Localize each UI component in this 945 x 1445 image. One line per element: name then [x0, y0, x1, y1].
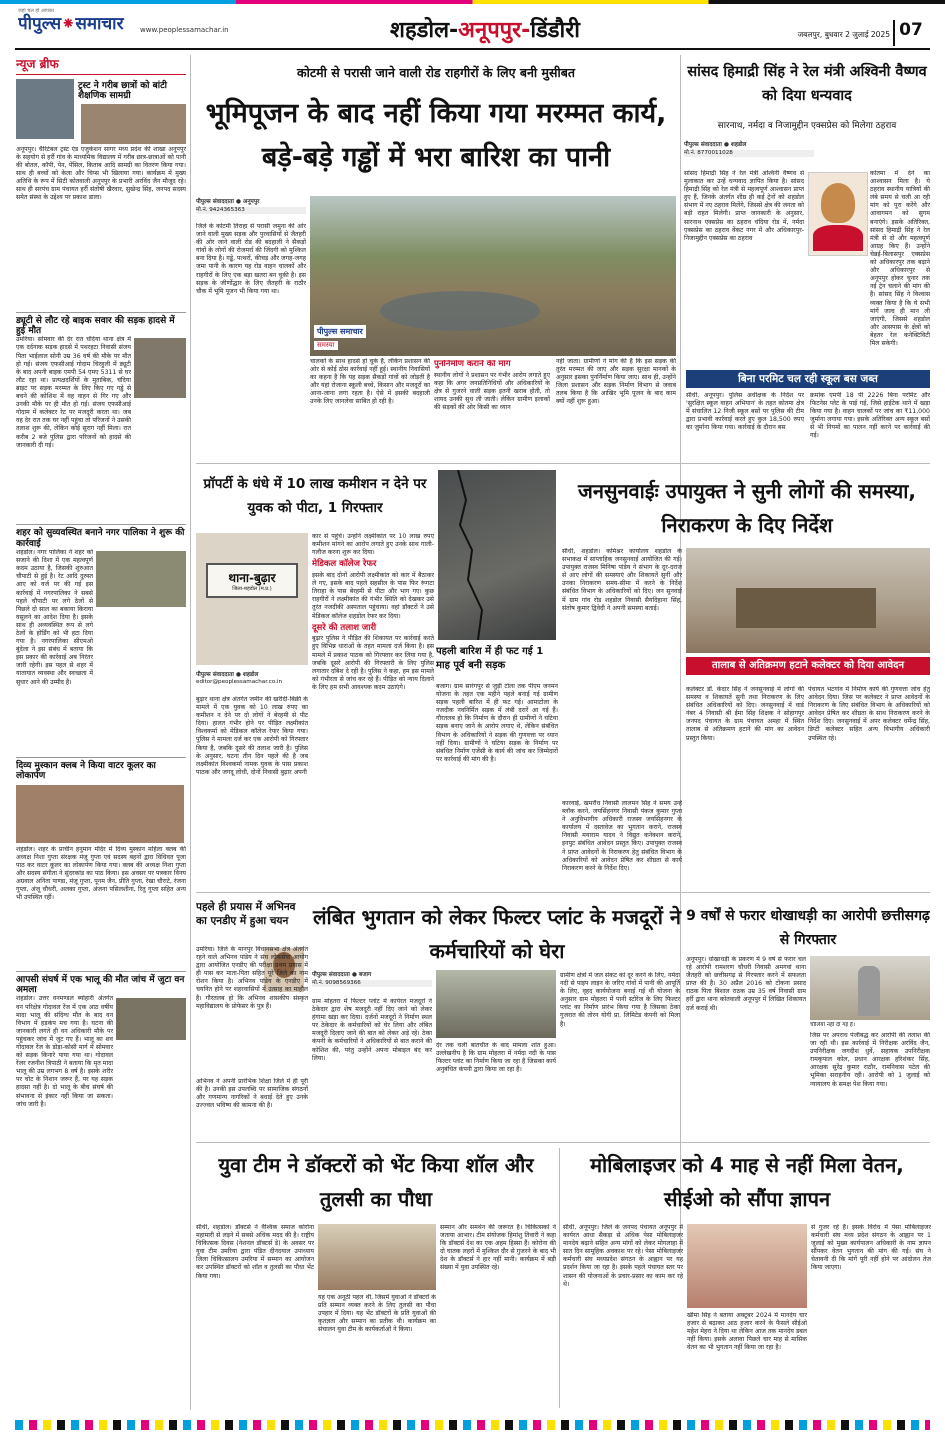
brief-5-body: शहडोल। उत्तर वनमण्डल ब्योहारी अंतर्गत वन परिक्षेत्र गोदावल रेंज में एक आठ वर्षीय मादा भालू की संदिग्ध मौत के बाद वन विभाग में हड़कंप मच गया है। घटना की जानकारी लगते ही वन अधिकारी मौके पर पहुंचकर जांच में जुट गए हैं। भालू का शव गोदावल रेंज के डोड़ा-कोसी मार्ग में सोमवार को सड़क किनारे पाया गया था। गोदावल रेंजर रजनीश त्रिपाठी ने बताया कि मृत मादा भालू की उम्र लगभग 8 वर्ष है। इसके शरीर पर चोट के निशान जरूर हैं, पर यह सड़क हादसा नहीं है। दो भालू के बीच संघर्ष की संभावना से इंकार नहीं किया जा सकता। जांच जारी है।: [16, 995, 113, 1108]
filter-headline: लंबित भुगतान को लेकर फिल्टर प्लांट के मजदूरों ने कर्मचारियों को घेरा: [312, 905, 682, 963]
youth-body-3: सम्मान और समर्थन की जरूरत है। चिकित्सकों ने जताया आभार। टीम संयोजक हिमांशु तिवारी ने कहा कि डॉक्टर्स देश का एक अहम हिस्सा हैं। कोरोना की दो घातक लहरों में मुश्किल दौर से गुजरने के बाद भी देश के डॉक्टर्स ने हार नहीं मानी। कार्यक्रम में बड़ी संख्या में युवा उपस्थित रहे।: [440, 1224, 556, 1272]
brief-1-body: अनूपपुर। चैरिटेबल ट्रस्ट एंड एजुकेशन सागर मध्य प्रदेश की शाखा अनूपपुर के सहयोग से हर्री गांव के माध्यमिक विद्यालय में गरीब छात्र-छात्राओं को पानी की बोतल, कॉपी, पेन, पेंसिल, किताब आदि सामग्री का वितरण किया गया। साथ ही बच्चों को केला और चिप्स भी खिलाया गया। कार्यक्रम में मुख्य अतिथि के रूप में सिटी कोतवाली अनूपपुर के प्रभारी अरविंद जैन मौजूद रहे। साथ ही सरपंच ग्राम पंचायत हर्री संतोषी खैरवार, सुखेन्द्र सिंह, जनपद सदस्य समेत संस्था के उद्देश्य पर प्रकाश डाला।: [16, 145, 186, 202]
dateline: जबलपुर, बुधवार 2 जुलाई 2025: [797, 30, 890, 39]
col-divider-bottom: [559, 1148, 560, 1408]
mobilizer-body-1: सीधी, अनूपपुर। जिले के जनपद पंचायत अनूपपुर में कार्यरत आधा सैकड़ा से अधिक पेसा मोबिलाइजर मानदेय बढ़ाने सहित अन्य मांगों को लेकर मोगलाहा में सात दिन सामूहिक अवकाश पर रहे। पेसा मोबिलाइजर कर्मचारी संघ मध्यप्रदेश संगठन के आह्वान पर यह प्रदर्शन किया जा रहा है। इसके पहले पंचायत स्तर पर शासन की योजनाओं के प्रचार-प्रसार का काम कर रहे थे।: [563, 1224, 683, 1288]
edition-title-3: डिंडौरी: [530, 18, 580, 43]
crack-road-photo: [438, 470, 556, 640]
lead-headline: भूमिपूजन के बाद नहीं किया गया मरम्मत कार्य, बड़े-बड़े गड्ढों में भरा बारिश का पानी: [205, 98, 667, 173]
filter-body-3: ग्रामीण क्षेत्रों में जल संकट को दूर करने के लिए, नर्मदा नदी से पाइप लाइन के जरिए गांवों में पानी की आपूर्ति के लिए, वृहद कार्ययोजना बनाई गई थी योजना के अनुसार ग्राम मोहतरा में पानी स्टोरेज के लिए फिल्टर प्लांट का निर्माण प्रारंभ किया गया है जिसका ठेका गुजरात की तोरन योगी प्रा. लिमिटेड कंपनी को मिला है।: [560, 972, 680, 1028]
registration-strip-top: [0, 0, 945, 4]
fraud-photo-caption: चौलियों नहीं दी गई है।: [810, 1022, 855, 1028]
mobilizer-photo: [687, 1224, 807, 1308]
property-photo-police-station: [196, 533, 308, 665]
lead-mobile: मो.नं. 9424365363: [196, 207, 306, 214]
bus-body-2: क्रमांक एमपी 18 पी 2226 बिना परमिट और फिटनेस प्लेट के पाई गई, जिसे हाईटेक थाने में खड़ा किया गया है। वाहन चालकों पर जांच का ₹11,000 जुर्माना लगाया गया। इसके अतिरिक्त अन्य स्कूल बसों से भी नियमों का पालन नहीं करने पर कार्रवाई की गई।: [810, 392, 930, 440]
filter-mobile: मो.नं. 9098569366: [312, 980, 432, 987]
lead-byline: पीपुल्स संवाददाता ● अनूपपुर: [196, 199, 260, 205]
brief-3-title: शहर को सुव्यवस्थित बनाने नगर पालिका ने शुरू की कार्रवाई: [16, 524, 186, 549]
lead-body-2: चालकों के साथ हादसे हो चुके हैं, लेकिन प्रशासन की ओर से कोई ठोस कार्रवाई नहीं हुई। स्थानीय निवासियों का कहना है कि यह सड़क सैकड़ों गांवों को जोड़ती है और यहां रोजाना स्कूली बच्चे, किसान और मजदूरों का आना-जाना लगा रहता है। ऐसे में इसकी बदहाली उनके लिए जानलेवा साबित हो रही है।: [310, 358, 430, 406]
crack-body: बजाग। ग्राम सारंगपुर से जुड़ी टोला तक पीएम जनमन योजना के तहत एक महीने पहले बनाई गई ग्रामीण सड़क पहली बारिश में ही फट गई। आमाटोला के नजदीक नवनिर्मित सड़क में लंबी दरारें आ गई हैं। गौरतलब हो कि निर्माण के दौरान ही ग्रामीणों ने घटिया सड़क बनाए जाने के आरोप लगाए थे, लेकिन संबंधित विभाग के अधिकारियों ने सड़क की गुणवत्ता पर ध्यान नहीं दिया। ग्रामीणों ने घटिया सड़क के निर्माण पर संबंधित निर्माण एजेंसी के कार्य की जांच कर जिम्मेदारों पर कार्रवाई की मांग की है।: [436, 683, 558, 763]
bus-body-1: सीधी, अनूपपुर। पुलिस अधीक्षक के निर्देश पर 'सुरक्षित स्कूल वाहन अभियान' के तहत कोतमा क्षेत्र में संचालित 12 निजी स्कूल बसों पर पुलिस की टीम द्वारा प्रभावी कार्रवाई करते हुए कुल 18,500 रुपए का जुर्माना किया गया। कार्रवाई के दौरान बस: [686, 392, 804, 432]
nda-headline: पहले ही प्रयास में अभिनव का एनडीए में हुआ चयन: [196, 901, 296, 927]
encroachment-tag: तालाब से अतिक्रमण हटाने कलेक्टर को दिया आवेदन: [686, 657, 930, 675]
fraud-photo-police: [810, 956, 930, 1020]
photo-watermark: पीपुल्स समाचार: [314, 325, 366, 338]
lead-body-3: स्थानीय लोगों ने प्रशासन पर गंभीर आरोप लगाते हुए कहा कि अगर जनप्रतिनिधियों और अधिकारियों के क्षेत्र से गुजरने वाली सड़क इतनी खराब होती, तो शायद उनकी सुध ली जाती। लेकिन ग्रामीण इलाकों की सड़कों की ओर किसी का ध्यान: [434, 371, 550, 412]
property-headline: प्रॉपर्टी के धंधे में 10 लाख कमीशन न देने पर युवक को पीटा, 1 गिरफ्तार: [203, 476, 427, 516]
mp-deck: सारनाथ, नर्मदा व निजामुद्दीन एक्सप्रेस को मिलेगा ठहराव: [717, 121, 897, 131]
brief-4-body: शहडोल। शहर के प्राचीन हनुमान मंदिर में दिव्य मुस्कान महिला क्लब की अध्यक्ष निशा गुप्ता संरक्षक मंजू गुप्ता एवं सदस्य बहनों द्वारा विधिवत पूजा पाठ कर वाटर कूलर का लोकार्पण किया गया। क्लब की अध्यक्ष निशा गुप्ता और सदस्य संगीता ने सुंदरकांड का पाठ किया। इस अवसर पर पत्रकार विनय अग्रवाल अनिता पाण्डा, मंजू गुप्ता, पूनम जैन, प्रीति गुप्ता, रेखा चौराटे, रंजना गुप्ता, अंजू चौधरी, अलका गुप्ता, अंजना पसिलशीना, रितु गुप्ता सहित अन्य भी उपस्थित रहीं।: [16, 845, 186, 902]
youth-photo: [318, 1224, 436, 1290]
mobilizer-body-3: से गुजर रहे हैं। इसके विरोध में पेसा मोबिलाइजर कर्मचारी संघ मध्य प्रदेश संगठन के आह्वान पर 1 जुलाई को मुख्य कार्यपालन अधिकारी के नाम ज्ञापन सौंपकर वेतन भुगतान की मांग की गई। संघ ने चेतावनी दी कि मांगें पूरी नहीं होने पर आंदोलन तेज किया जाएगा।: [811, 1224, 931, 1272]
mp-mobile: मो.नं. 8770011028: [684, 150, 814, 157]
mp-byline: पीपुल्स संवाददाता ● शहडोल: [684, 142, 747, 148]
edition-title-2: अनूपपुर-: [458, 18, 531, 43]
edition-title-1: शहडोल-: [390, 18, 459, 43]
mobilizer-headline: मोबिलाइजर को 4 माह से नहीं मिला वेतन, सीईओ को सौंपा ज्ञापन: [590, 1153, 904, 1211]
encroachment-body-2: पंचायत भटगांव में निर्माण कार्य की गुणवत्ता जांच हेतु आवेदन दिया। जिस पर कलेक्टर ने प्राप्त आवेदनों के निराकरण के लिए संबंधित विभाग के अधिकारियों को आवेदन प्रेषित कर शीघ्रता के साथ निराकरण करने के निर्देश दिए। जनसुनवाई में अपर कलेक्टर धर्मेन्द्र सिंह, डिप्टी कलेक्टर सहित अन्य विभागीय अधिकारी उपस्थित रहे।: [808, 686, 930, 742]
edition-title: [390, 14, 720, 46]
encroachment-body-1: कलेक्टर डॉ. केदार सिंह ने जनसुनवाई में लोगों की समस्या व शिकायतें सुनी तथा निराकरण के लिए संबंधित अधिकारियों को दिए। जनसुनवाई में वार्ड नंबर 4 निवासी श्री ईमा सिंह शिक्षक ने सोहागपुर जनपद पंचायत के ग्राम पंचायत अमहा में स्थित तालाब से अतिक्रमण हटाने की मांग का आवेदन प्रस्तुत किया।: [686, 686, 804, 742]
filter-byline: पीपुल्स संवाददाता ● बजाग: [312, 972, 372, 978]
jansunwai-photo: [686, 548, 930, 653]
property-body-left: बुढ़ार थाना क्षेत्र अंतर्गत जमीन की खरीदी-बिक्री के मामले में एक युवक को 10 लाख रुपए का कमीशन न देने पर दो लोगों ने बेरहमी से पीट दिया। हालत गंभीर होने पर पीड़ित लक्ष्मीकांत विश्वकर्मा को मेडिकल कॉलेज रेफर किया गया। पुलिस ने मामला दर्ज कर एक आरोपी को गिरफ्तार किया है, जबकि दूसरे की तलाश जारी है। पुलिस के अनुसार, घटना तीन दिन पहले की है जब लक्ष्मीकांत विश्वकर्मा नामक युवक के पास प्रकाश पाठक और जगदू लोधी, दोनों निवासी बुढ़ार अपनी: [196, 696, 308, 776]
property-body-right: कार से पहुंचे। उन्होंने लक्ष्मीकांत पर 10 लाख रुपए कमीशन मांगने का आरोप लगाते हुए उनके साथ गाली-गलौज करना शुरू कर दिया।: [312, 533, 434, 557]
brief-photo-deceased: [134, 338, 186, 398]
section-rule-1: [196, 463, 930, 464]
registration-strip-bottom: [15, 1420, 930, 1430]
station-board-text: थाना-बुढ़ार: [228, 571, 276, 585]
logo-text: पीपुल्स: [18, 14, 62, 34]
header-rule: [15, 48, 930, 50]
brief-1-title: ट्रस्ट ने गरीब छात्रों को बांटी शैक्षणिक सामग्री: [78, 81, 167, 102]
property-subhead-1: मेडिकल कॉलेज रेफर: [312, 559, 377, 570]
youth-body-1: सीधी, शहडोल। डॉक्टर्स ने वैश्विक समाज कोरोना महामारी से लड़ने में सबसे अधिक मदद की है। राष्ट्रीय चिकित्सक दिवस (नेशनल डॉक्टर्स डे) के अवसर पर युवा टीम उमरिया द्वारा पंडित दीनदयाल उपाध्याय जिला चिकित्सालय उमरिया में सम्मान का आयोजन कर उपस्थित डॉक्टरों को शॉल व तुलसी का पौधा भेंट किया गया।: [196, 1224, 314, 1280]
property-body-right-3: बुढ़ार पुलिस ने पीड़ित की शिकायत पर कार्रवाई करते हुए विभिन्न धाराओं के तहत मामला दर्ज किया है। इस मामले में प्रकाश पाठक को गिरफ्तार कर लिया गया है, जबकि दूसरे आरोपी की गिरफ्तारी के लिए पुलिस लगातार दबिश दे रही है। पुलिस ने कहा, हम इस मामले को गंभीरता से जांच कर रहे हैं। पीड़ित को न्याय दिलाने के लिए हम सभी आवश्यक कदम उठाएंगे।: [312, 635, 434, 691]
brief-photo-officer: [16, 79, 74, 139]
property-body-right-2: इसके बाद दोनों आरोपी लक्ष्मीकांत को कार में बैठाकर ले गए, इसके बाद पहले सहसील के पास फिर रूंगटा तिराहा के पास बेरहमी से पीटा और भाग गए। कुछ राहगीरों ने लक्ष्मीकांत की गंभीर स्थिति को देखकर उसे तुरंत नजदीकी अस्पताल पहुंचाया। वहां डॉक्टरों ने उसे मेडिकल कॉलेज शहडोल रेफर कर दिया।: [312, 572, 434, 620]
website-url: www.peoplessamachar.in: [140, 26, 229, 34]
youth-body-2: यह एक अनूठी पहल थी, जिसमें युवाओं ने डॉक्टरों के प्रति सम्मान व्यक्त करने के लिए तुलसी का पौधा उपहार में दिया। यह भेंट डॉक्टरों के प्रति युवाओं की कृतज्ञता और सम्मान का प्रतीक थी। कार्यक्रम का संचालन युवा टीम के कार्यकर्ताओं ने किया।: [318, 1294, 436, 1334]
brief-3-body: शहडोल। नगर पालिका ने शहर को सजाने की दिशा में एक महत्वपूर्ण कदम उठाया है, जिसकी शुरुआत चौपाटी से हुई है। रेट आदि दुरुस्त आए को वर्ज पर की गई इस कार्रवाई में नगरपालिका ने सबसे पहले चौपाटी पर लगे ठेलों से पिछले दो साल का बकाया किराया वसूलने का आदेश दिया है। इसके साथ ही अव्यवस्थित रूप से लगे ठेलों के होर्डिंग को भी हटा दिया गया है। नगरपालिका सीएमओ बुंदेला ने इस संबंध में बताया कि इस प्रकार की कार्रवाई अब निरंतर जारी रहेगी। इस पहल से शहर में यातायात व्यवस्था और स्वच्छता में सुधार आने की उम्मीद है।: [16, 549, 93, 686]
property-col-right: [312, 533, 434, 883]
lead-byline-block: [196, 197, 306, 221]
property-subhead-2: दूसरे की तलाश जारी: [312, 622, 377, 633]
crack-headline: पहली बारिश में ही फट गई 1 माह पूर्व बनी सड़क: [436, 646, 544, 671]
lead-body-4: नहीं जाता। ग्रामीणों ने मांग की है कि इस सड़क की तुरंत मरम्मत की जाए और सड़क सुरक्षा मानकों के अनुसार इसका पुनर्निर्माण किया जाए। साथ ही, उन्होंने जिला प्रशासन और सड़क निर्माण विभाग से जवाब तलब किया है कि आखिर भूमि पूजन के बाद काम क्यों नहीं शुरू हुआ।: [556, 358, 676, 406]
nda-body-1: उमरिया। जिले के मानपुर विधानसभा क्षेत्र अंतर्गत रहने वाले अभिनव पांडेय ने संघ लोकसेवा आयोग द्वारा आयोजित एनडीए की परीक्षा प्रथम प्रयास में ही पास कर माता-पिता सहित पूरे जिले का नाम रोशन किया है। अभिनव पांडेय के एनडीए में चयनित होने पर शहरवासियों में उत्साह का माहौल है। गौरतलब हो कि अभिनव शासकीय संस्कृत महाविद्यालय के प्रोफेसर के पुत्र हैं।: [196, 946, 308, 1010]
brief-5-title: आपसी संघर्ष में एक भालू की मौत जांच में जुटा वन अमला: [16, 971, 186, 996]
fraud-headline: 9 वर्षों से फरार धोखाधड़ी का आरोपी छत्तीसगढ़ से गिरफ्तार: [686, 908, 930, 948]
crack-line-svg: [438, 470, 556, 640]
brief-photo-water-cooler: [16, 785, 184, 843]
lead-body-1: जिले के कोटमी तिराहा से परासी जमुना की ओर जाने वाली मुख्य सड़क और पुरवासियों से जैतहरी की ओर जाने वाली रोड की बदहाली ने सैकड़ों गांवों के लोगों की रोजमर्रा की जिंदगी को मुश्किल बना दिया है। गड्ढे, पत्थरों, कीचड़ और जगह-जगह जमा पानी के कारण यह रोड वाहन चालकों और राहगीरों के लिए एक बड़ा खतरा बन चुकी है। इस सड़क के जीर्णोद्धार के लिए जैतहरी के राठौर चौक में भूमि पूजन भी किया गया था।: [196, 223, 306, 295]
brief-photo-students: [81, 104, 186, 144]
jansunwai-body-1: सीधी, शहडोल। कमिश्नर कार्यालय शहडोल के सभाकक्ष में साप्ताहिक जनसुनवाई आयोजित की गई। उपायुक्त राजस्व मिनिषा पांडेय ने संभाग के दूर-दराज से आए लोगों की समस्याएं और शिकायतें सुनीं और उनका निराकरण समय-सीमा में करने के निर्देश संबंधित विभाग के अधिकारियों को दिए। जन सुनवाई में ग्राम गांव रोड शहडोल निवासी सैयदिहाना सिंह, संतोष कुमार द्विवेदी ने अपनी समस्या बताई।: [562, 548, 682, 612]
lead-photo-damaged-road: [310, 196, 676, 356]
logo-tagline: जहां चल हो आपका: [18, 8, 55, 14]
station-board: [206, 563, 298, 598]
property-byline: पीपुल्स संवाददाता ● शहडोल: [196, 672, 259, 678]
news-brief-label: न्यूज ब्रीफ: [16, 55, 186, 75]
brief-2-body: उमरिया। सोमवार की देर रात चंदिया थाना क्षेत्र में एक दर्दनाक सड़क हादसे में पथरहटा निवासी संजय पिता भाईलाल सोनी उम्र 36 वर्ष की मौके पर मौत हो गई। संजय एफसीआई गोदाम चिरहुली में ड्यूटी के बाद अपनी बाइक एमपी 54 एमए 5311 से घर लौट रहा था। प्रत्यक्षदर्शियों के मुताबिक, चंदिया ब्राइट पर सड़क मरम्मत के लिए किए गए गड्ढे से बचने की कोशिश में वह वाहन से गिर गए और उनकी मौके पर ही मौत हो गई। संजय एफसीआई गोदाम में कलेक्टर रेट पर मजदूरी करता था। जब वह देर रात तक घर नहीं पहुंचा तो परिजनों ने उसकी तलाश शुरू की, लेकिन कोई सुराग नहीं मिला। रात करीब 2 बजे पुलिस द्वारा परिजनों को हादसे की जानकारी दी गई।: [16, 336, 131, 449]
youth-headline: युवा टीम ने डॉक्टरों को भेंट किया शॉल और तुलसी का पौधा: [218, 1153, 534, 1211]
accused-figure-shape: [858, 966, 880, 1016]
page-number: 07: [893, 20, 927, 46]
section-rule-2: [196, 892, 930, 893]
masthead-logo: जहां चल हो आपका पीपुल्स⁕समाचार: [18, 8, 218, 44]
filter-body-2: देर तक चली बातचीत के बाद मामला शांत हुआ। उल्लेखनीय है कि ग्राम मोहतरा में नर्मदा नदी के पास फिल्टर प्लांट का निर्माण किया जा रहा है जिसका कार्य अनुबंधित कंपनी द्वारा किया जा रहा है।: [436, 1042, 556, 1074]
jansunwai-headline: जनसुनवाईः उपायुक्त ने सुनी लोगों की समस्या, निराकरण के दिए निर्देश: [578, 479, 916, 537]
filter-body-1: ग्राम मोहतरा में फिल्टर प्लांट में कार्यरत मजदूरों ने ठेकेदार द्वारा शेष मजदूरी नहीं दिए जाने को लेकर हंगामा खड़ा कर दिया। दर्जनों मजदूरों ने निर्माण स्थल पर ठेकेदार के कर्मचारियों को घेर लिया और लंबित मजदूरी दिलाए जाने की बात को लेकर अड़े रहे। ठेका कंपनी के कर्मचारियों ने अधिकारियों से बात कराने की कोशिश की, परंतु उन्होंने अपना मोबाइल बंद कर लिया।: [312, 998, 432, 1062]
filter-photo: [436, 970, 556, 1038]
filter-byline-block: [312, 970, 432, 996]
nda-body-2: अभिनव ने अपनी प्रारंभिक शिक्षा जिले में ही पूरी की है। उनकी इस उपलब्धि पर सामाजिक संगठनों और गणमान्य नागरिकों ने बधाई देते हुए उनके उज्ज्वल भविष्य की कामना की है।: [196, 1078, 308, 1110]
lead-subhead-1: पुनर्निर्माण कराने की मांग: [434, 360, 511, 369]
lead-kicker: कोटमी से परासी जाने वाली रोड राहगीरों के लिए बनी मुसीबत: [297, 65, 575, 80]
section-rule-3: [196, 1142, 930, 1143]
left-column: [16, 55, 186, 1410]
bus-seized-title: बिना परमिट चल रही स्कूल बस जब्त: [686, 370, 930, 388]
station-board-sub: जिला-शहडोल (म.प्र.): [232, 586, 272, 592]
fraud-body-1: अनूपपुर। धोखाधड़ी के प्रकरण में 9 वर्ष से फरार चल रहे आरोपी रामशरण चौधरी निवासी अमगवां थाना जैतहरी को छत्तीसगढ़ से गिरफ्तार करने में सफलता प्राप्त की है। 30 अप्रैल 2016 को टोंकना प्रसाद राठक पिता बिशाल राठक उम्र 35 वर्ष निवासी ग्राम हर्री द्वारा थाना कोतवाली अनूपपुर में लिखित शिकायत दर्ज कराई थी।: [686, 956, 806, 1012]
brief-photo-municipal: [96, 551, 186, 607]
col-divider-left: [190, 55, 191, 1410]
mp-headline: सांसद हिमाद्री सिंह ने रेल मंत्री अश्विनी वैष्णव को दिया धन्यवाद: [687, 64, 927, 104]
fraud-body-2: जिस पर अपराध पंजीबद्ध कर आरोपी की तलाश की जा रही थी। इस कार्रवाई में निरीक्षक अरविंद जैन, उपनिरीक्षक जगदीश धुर्वे, सहायक उपनिरीक्षक रामकृपाल कोल, प्रधान आरक्षक हरिशंकर सिंह, आरक्षक सुरेंद्र कुमार राठौर, रामनिवास पटेल की भूमिका सराहनीय रही। आरोपी को 1 जुलाई को न्यायालय के समक्ष पेश किया गया।: [810, 1032, 930, 1088]
property-email: editor@peoplessamachar.co.in: [196, 679, 283, 685]
jansunwai-body-2: कारवाई, खमरौंध निवासी लालमन सिंह ने समय उन्हें ब्लॉक करने, जयसिंहनगर निवासी पंकज कुमार गुप्ता ने अनुविभागीय अधिकारी राजस्व जयसिंहनगर के कार्यालय में दस्तावेज का भुगतान कराने, राजस्व निवासी मयाराम यादव ने विद्युत कनेक्शन कराने, इनपुट संबंधित आवेदन प्रस्तुत किए। उपायुक्त राजस्व ने प्राप्त आवेदनों के निराकरण हेतु संबंधित विभाग के अधिकारियों को आवेदन प्रेषित कर शीघ्रता से कार्य निराकरण करने के निर्देश दिए।: [562, 800, 682, 872]
brief-photo-bear: [116, 998, 186, 1040]
mobilizer-body-2: खीमा सिंह ने बताया अक्टूबर 2024 में मानदेय चार हजार से बढ़ाकर आठ हजार करने के फैसले सीईओ महेश मेहरा ने दिया था लेकिन आज तक मानदेय डबल नहीं किया। इसके अलावा पिछले चार माह से मासिक वेतन का भी भुगतान नहीं किया जा रहा है।: [687, 1312, 807, 1352]
water-puddle-shape: [380, 291, 540, 331]
desk-shape: [736, 588, 876, 628]
logo-text-2: समाचार: [75, 14, 124, 34]
brief-2-title: ड्यूटी से लौट रहे बाइक सवार की सड़क हादसे में हुई मौत: [16, 312, 186, 337]
mp-byline-block: [684, 140, 814, 166]
mp-body-2-top: कोतमा में देने का आश्वासन मिला है। ये ठहराव स्थानीय यात्रियों की लंबे समय से चली आ रही मांग को पूरा करेंगे और आवागमन को सुगम बनाएंगे। इसके अतिरिक्त, सांसद हिमाद्री सिंह ने रेल मंत्री से दो और महत्वपूर्ण आग्रह किए हैं। उन्होंने चेन्नई-बिलासपुर एक्सप्रेस को अधिकारपुर तक बढ़ाने और अधिकारपुर से अनूपपुर होकर चुनार तक नई ट्रेन चलाने की मांग की है। सांसद सिंह ने विश्वास व्यक्त किया है कि ये सभी मांगें जल्द ही मान ली जाएंगी, जिससे शहडोल और आसपास के क्षेत्रों को बेहतर रेल कनेक्टिविटी मिल सकेगी।: [870, 170, 930, 347]
photo-watermark-2: समस्या: [314, 341, 338, 350]
lead-col-3: [434, 360, 550, 458]
brief-4-title: दिव्य मुस्कान क्लब ने किया वाटर कूलर का लोकार्पण: [16, 757, 186, 782]
mp-body-1: सांसद हिमाद्री सिंह ने रेल मंत्री अश्विनी वैष्णव से मुलाकात कर उन्हें धन्यवाद ज्ञापित किया है। सांसद हिमाद्री सिंह को रेल मंत्री से महत्वपूर्ण आश्वासन प्राप्त हुए हैं, जिनके अंतर्गत शीघ्र ही कई ट्रेनों को शहडोल संभाग में नए ठहराव मिलेंगे, जिससे क्षेत्र की जनता को बड़ी राहत मिलेगी। प्राप्त जानकारी के अनुसार, सारनाथ एक्सप्रेस का ठहराव चंदिया रोड में, नर्मदा एक्सप्रेस का ठहराव वेंकट नगर में और अधिकारपुर-निजामुद्दीन एक्सप्रेस का ठहराव: [684, 170, 804, 242]
property-byline-block: [196, 670, 308, 692]
